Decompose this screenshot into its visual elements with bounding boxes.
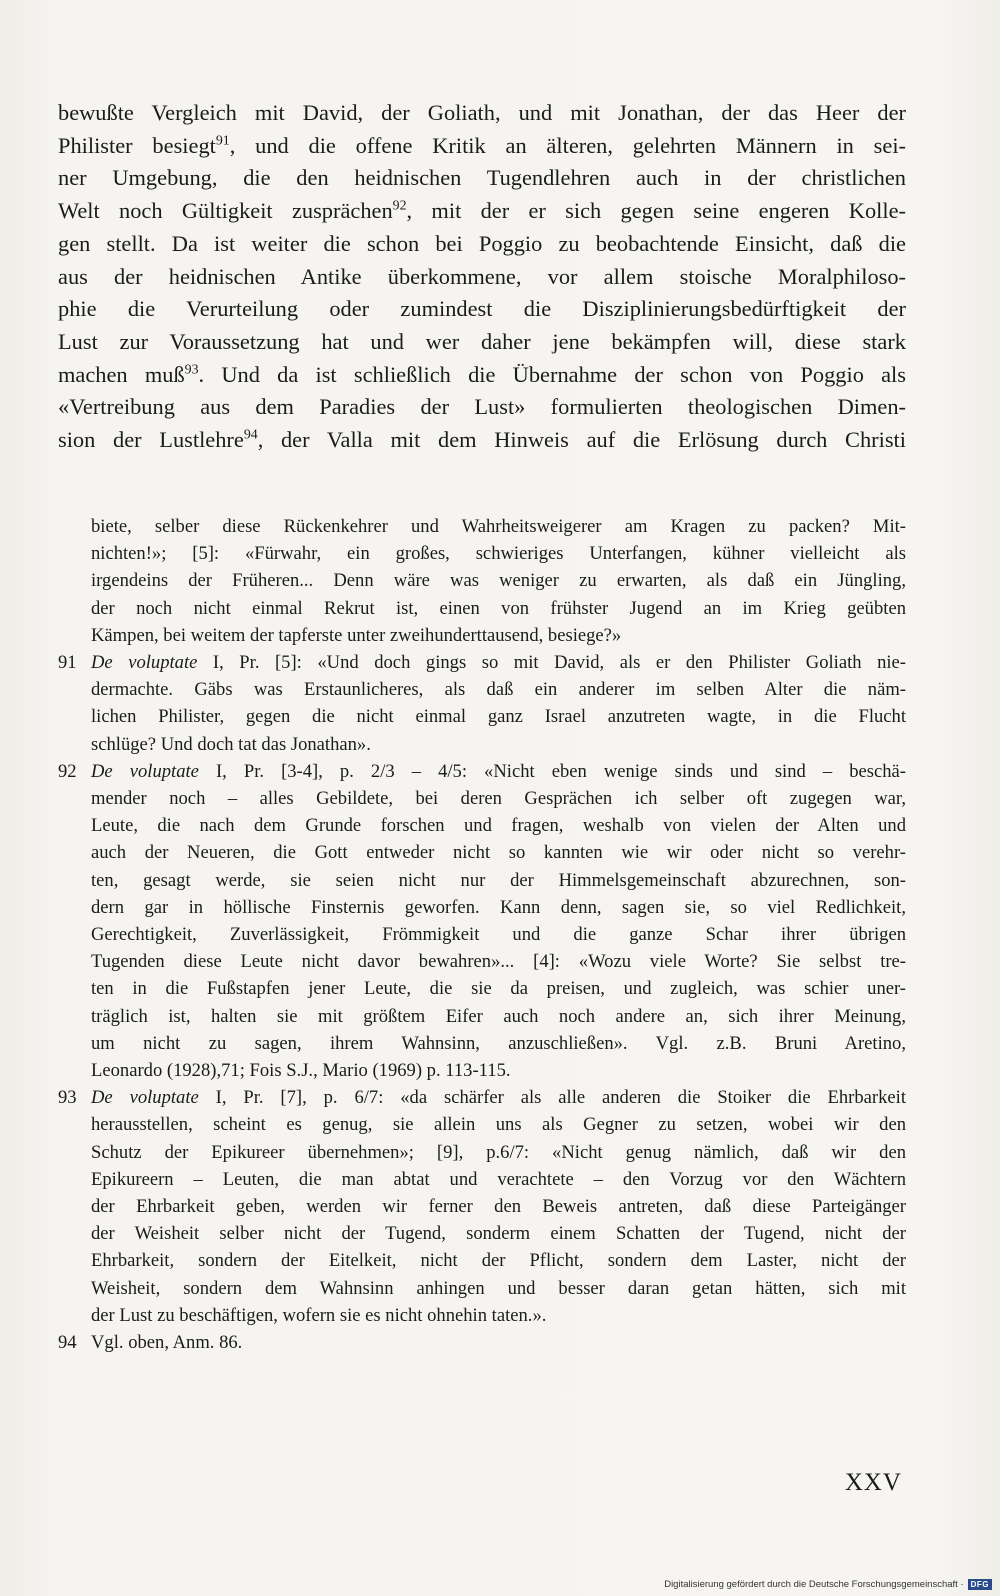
text-run: um nicht zu sagen, ihrem Wahnsinn, anzuschließen». Vgl. z.B. Bruni Aretino,: [91, 1032, 906, 1054]
credit-text: Digitalisierung gefördert durch die Deutsche Forschungsgemeinschaft ·: [664, 1579, 964, 1590]
text-run: der Ehrbarkeit geben, werden wir ferner den Beweis antreten, daß diese Parteigänger: [91, 1196, 906, 1218]
text-run: der noch nicht einmal Rekrut ist, einen von frühster Jugend an im Krieg geübten: [91, 597, 906, 619]
footnote-line: [58, 1084, 906, 1111]
footnote-line: [58, 1003, 906, 1030]
text-run: I, Pr. [7], p. 6/7: «da schärfer als alle anderen die Stoiker die Ehrbarkeit: [198, 1087, 906, 1109]
text-run: . Und da ist schließlich die Übernahme der schon von Poggio als: [198, 361, 906, 387]
text-run: dermachte. Gäbs was Erstaunlicheres, als daß ein anderer im selben Alter die näm-: [91, 679, 906, 701]
work-title: De voluptate: [91, 1087, 199, 1109]
footnote-line: [58, 595, 906, 622]
footnote-line: [58, 1329, 906, 1356]
footnote-line: [58, 649, 906, 676]
footnote: [58, 1084, 906, 1329]
text-run: Gerechtigkeit, Zuverlässigkeit, Frömmigkeit und die ganze Schar ihrer übrigen: [91, 924, 906, 946]
text-run: Welt noch Gültigkeit zusprächen: [58, 198, 393, 224]
text-run: gen stellt. Da ist weiter die schon bei Poggio zu beobachtende Einsicht, daß die: [58, 230, 906, 256]
text-run: Leute, die nach dem Grunde forschen und fragen, weshalb von vielen der Alten und: [91, 815, 906, 837]
footnote-line: [58, 975, 906, 1002]
footnote: [58, 758, 906, 1084]
footnote-line: [58, 921, 906, 948]
text-line: [58, 326, 906, 359]
text-run: aus der heidnischen Antike überkommene, vor allem stoische Moralphiloso-: [58, 263, 906, 289]
text-run: Epikureern – Leuten, die man abtat und verachtete – den Vorzug vor den Wächtern: [91, 1168, 906, 1190]
text-run: irgendeins der Früheren... Denn wäre was weniger zu erwarten, als daß ein Jüngling,: [91, 570, 906, 592]
text-line: [58, 391, 906, 424]
footnote: [58, 649, 906, 758]
text-run: biete, selber diese Rückenkehrer und Wahrheitsweigerer am Kragen zu packen? Mit-: [91, 516, 906, 537]
footnote-line: [58, 785, 906, 812]
text-run: bewußte Vergleich mit David, der Goliath, und mit Jonathan, der das Heer der: [58, 100, 906, 125]
footnote: [58, 513, 906, 649]
footnote-line: [58, 812, 906, 839]
footnote-reference: 92: [392, 198, 407, 214]
text-run: Lust zur Voraussetzung hat und wer daher jene bekämpfen will, diese stark: [58, 328, 906, 354]
text-run: Vgl. oben, Anm. 86.: [91, 1332, 243, 1354]
footnote-number: 91: [58, 652, 77, 674]
footnote-line: [58, 1030, 906, 1057]
footnote-line: [58, 1166, 906, 1193]
text-line: [58, 261, 906, 294]
text-run: auch der Neueren, die Gott entweder nicht so kannten wie wir oder nicht so verehr-: [91, 842, 906, 864]
footnote-reference: 93: [184, 362, 199, 378]
text-line: [58, 162, 906, 195]
text-run: «Vertreibung aus dem Paradies der Lust» formulierten theologischen Dimen-: [58, 394, 906, 420]
text-run: machen muß: [58, 361, 185, 387]
footnote-line: [58, 1275, 906, 1302]
text-run: ten, gesagt werde, sie seien nicht nur der Himmelsgemeinschaft abzurechnen, son-: [91, 869, 906, 891]
footnote-number: 92: [58, 760, 77, 782]
text-line: [58, 97, 906, 130]
footnote-line: [58, 894, 906, 921]
footnote-line: [58, 1111, 906, 1138]
footnote-line: [58, 1247, 906, 1274]
footnote-line: [58, 540, 906, 567]
text-run: Weisheit, sondern dem Wahnsinn anhingen und besser daran getan hätten, sich mit: [91, 1277, 906, 1299]
footnote-line: [58, 1220, 906, 1247]
body-text: [58, 97, 906, 457]
text-run: Leonardo (1928),71; Fois S.J., Mario (1969) p. 113-115.: [91, 1060, 511, 1082]
text-run: sion der Lustlehre: [58, 427, 244, 453]
footnotes: [58, 513, 906, 1356]
text-line: [58, 359, 906, 392]
text-run: nichten!»; [5]: «Fürwahr, ein großes, schwieriges Unterfangen, kühner vielleicht als: [91, 543, 906, 565]
text-run: mender noch – alles Gebildete, bei deren Gesprächen ich selber oft zugegen war,: [91, 788, 906, 810]
footnote-number: 93: [58, 1087, 77, 1109]
footnote-line: [58, 758, 906, 785]
text-run: der Weisheit selber nicht der Tugend, sonderm einem Schatten der Tugend, nicht der: [91, 1223, 906, 1245]
text-run: Tugenden diese Leute nicht davor bewahren»... [4]: «Wozu viele Worte? Sie selbst tre-: [91, 951, 906, 973]
text-run: ten in die Fußstapfen jener Leute, die sie da preisen, und zugleich, was schier uner-: [91, 978, 906, 1000]
text-run: phie die Verurteilung oder zumindest die Disziplinierungsbedürftigkeit der: [58, 296, 906, 322]
footnote-line: [58, 513, 906, 540]
footnote-number: 94: [58, 1332, 77, 1354]
text-run: Schutz der Epikureer übernehmen»; [9], p.6/7: «Nicht genug nämlich, daß wir den: [91, 1141, 906, 1163]
footnote-line: [58, 1057, 906, 1084]
text-run: Kämpen, bei weitem der tapferste unter zweihunderttausend, besiege?»: [91, 624, 622, 646]
text-line: [58, 130, 906, 163]
footnote-line: [58, 948, 906, 975]
text-run: , mit der er sich gegen seine engeren Kolle-: [406, 198, 906, 224]
footnote-line: [58, 567, 906, 594]
footnote-line: [58, 1139, 906, 1166]
text-run: herausstellen, scheint es genug, sie allein uns als Gegner zu setzen, wobei wir den: [91, 1114, 906, 1136]
text-run: Philister besiegt: [58, 132, 216, 158]
text-line: [58, 195, 906, 228]
text-run: träglich ist, halten sie mit größtem Eifer auch noch andere an, sich ihrer Meinung,: [91, 1005, 906, 1027]
work-title: De voluptate: [91, 760, 199, 782]
text-run: dern gar in höllische Finsternis geworfen. Kann denn, sagen sie, so viel Redlichkeit,: [91, 896, 906, 918]
footnote-line: [58, 867, 906, 894]
page-number: XXV: [844, 1469, 902, 1496]
footnote: [58, 1329, 906, 1356]
text-line: [58, 293, 906, 326]
footnote-line: [58, 1302, 906, 1329]
text-line: [58, 228, 906, 261]
text-run: I, Pr. [3-4], p. 2/3 – 4/5: «Nicht eben wenige sinds und sind – beschä-: [198, 760, 906, 782]
footnote-line: [58, 839, 906, 866]
text-line: [58, 424, 906, 457]
text-run: lichen Philister, gegen die nicht einmal ganz Israel anzutreten wagte, in die Flucht: [91, 706, 906, 728]
text-run: , der Valla mit dem Hinweis auf die Erlösung durch Christi: [257, 427, 906, 453]
footnote-line: [58, 676, 906, 703]
text-run: ner Umgebung, die den heidnischen Tugendlehren auch in der christlichen: [58, 165, 906, 191]
footnote-reference: 94: [243, 427, 258, 443]
text-run: , und die offene Kritik an älteren, gelehrten Männern in sei-: [229, 132, 906, 158]
work-title: De voluptate: [91, 652, 198, 674]
footnote-line: [58, 1193, 906, 1220]
text-run: schlüge? Und doch tat das Jonathan».: [91, 733, 371, 755]
footnote-line: [58, 622, 906, 649]
dfg-logo-icon: DFG: [968, 1579, 992, 1590]
footnote-line: [58, 731, 906, 758]
footnote-reference: 91: [215, 133, 230, 149]
text-run: der Lust zu beschäftigen, wofern sie es nicht ohnehin taten.».: [91, 1304, 547, 1326]
text-run: I, Pr. [5]: «Und doch gings so mit David, als er den Philister Goliath nie-: [197, 652, 906, 674]
footnote-line: [58, 703, 906, 730]
text-run: Ehrbarkeit, sondern der Eitelkeit, nicht der Pflicht, sondern dem Laster, nicht der: [91, 1250, 906, 1272]
digitization-credit: [664, 1579, 992, 1590]
